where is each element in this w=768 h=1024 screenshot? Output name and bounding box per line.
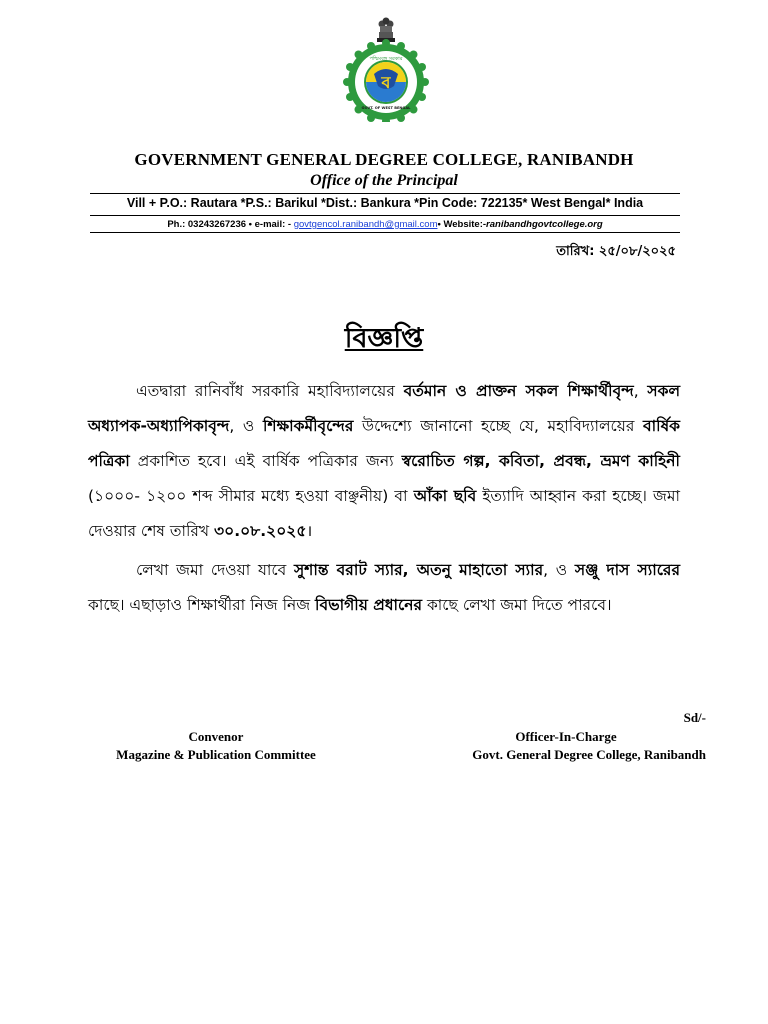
email-link[interactable]: govtgencol.ranibandh@gmail.com: [293, 219, 438, 230]
office-title: Office of the Principal: [310, 172, 458, 189]
p2-text-1: লেখা জমা দেওয়া যাবে: [136, 561, 294, 579]
p1-text-6: (১০০০- ১২০০ শব্দ সীমার মধ্যে হওয়া বাঞ্ছনীয়) বা: [88, 487, 414, 505]
college-name: GOVERNMENT GENERAL DEGREE COLLEGE, RANIBANDH: [134, 150, 634, 169]
p1-bold-6: আঁকা ছবি: [413, 487, 477, 505]
lion-capital-icon: [377, 18, 395, 43]
p1-bold-1: বর্তমান ও প্রাক্তন সকল শিক্ষার্থীবৃন্দ: [403, 382, 634, 400]
p2-text-4: কাছে লেখা জমা দিতে পারবে।: [422, 596, 612, 614]
p1-text-8: ।: [306, 522, 313, 540]
p2-bold-2: সঞ্জু দাস স্যারের: [574, 561, 680, 579]
notice-paragraph-2: [88, 553, 680, 623]
west-bengal-emblem-logo: [330, 12, 442, 122]
p1-bold-5: স্বরোচিত গল্প, কবিতা, প্রবন্ধ, ভ্রমণ কাহিনী: [401, 452, 680, 470]
p2-text-2: , ও: [543, 561, 575, 579]
svg-text:ব: ব: [381, 73, 391, 92]
p1-text-5: প্রকাশিত হবে। এই বার্ষিক পত্রিকার জন্য: [129, 452, 402, 470]
p1-bold-7: ৩০.০৮.২০২৫: [214, 522, 307, 540]
p2-bold-1: সুশান্ত বরাট স্যার, অতনু মাহাতো স্যার: [293, 561, 544, 579]
officer-college: Govt. General Degree College, Ranibandh: [472, 747, 706, 762]
contact-line: [90, 219, 680, 230]
p1-bold-4: বার্ষিক পত্রিকা: [88, 417, 680, 470]
p2-text-3: কাছে। এছাড়াও শিক্ষার্থীরা নিজ নিজ: [88, 596, 316, 614]
email-label: e-mail: -: [254, 219, 292, 230]
website-link[interactable]: ranibandhgovtcollege.org: [486, 219, 603, 230]
p1-text-4: উদ্দেশ্যে জানানো হচ্ছে যে, মহাবিদ্যালয়ের: [353, 417, 644, 435]
signature-convenor: [96, 728, 336, 764]
p2-bold-3: বিভাগীয় প্রধানের: [315, 596, 423, 614]
website-label: • Website:-: [437, 219, 487, 230]
officer-title: Officer-In-Charge: [515, 729, 617, 744]
phone-number: Ph.: 03243267236 •: [167, 219, 252, 230]
notice-paragraph-1: [88, 374, 680, 549]
notice-date: তারিখ: ২৫/০৮/২০২৫: [556, 244, 676, 259]
p1-bold-3: শিক্ষাকর্মীবৃন্দের: [262, 417, 354, 435]
signed-mark: Sd/-: [683, 710, 706, 725]
header-rule-top: [90, 193, 680, 194]
header-rule-bottom: [90, 232, 680, 233]
signature-officer: [416, 728, 706, 764]
p1-text-7: ইত্যাদি আহ্বান করা হচ্ছে। জমা দেওয়ার শেষ তারিখ: [88, 487, 680, 540]
p1-bold-2: সকল অধ্যাপক-অধ্যাপিকাবৃন্দ: [88, 382, 681, 435]
emblem-top-text: পশ্চিমবঙ্গ সরকার: [369, 56, 403, 62]
p1-text-3: , ও: [229, 417, 263, 435]
convenor-title: Convenor: [188, 729, 244, 744]
header-rule-middle: [90, 215, 680, 216]
p1-text-2: ,: [633, 382, 648, 400]
college-address: Vill + P.O.: Rautara *P.S.: Barikul *Dist.: Bankura *Pin Code: 722135* West Bengal* India: [126, 196, 644, 210]
notice-title: বিজ্ঞপ্তি: [344, 323, 424, 354]
emblem-caption: GOVT. OF WEST BENGAL: [361, 106, 411, 110]
committee-name: Magazine & Publication Committee: [116, 747, 316, 762]
p1-text-1: এতদ্বারা রানিবাঁধ সরকারি মহাবিদ্যালয়ের: [136, 382, 404, 400]
